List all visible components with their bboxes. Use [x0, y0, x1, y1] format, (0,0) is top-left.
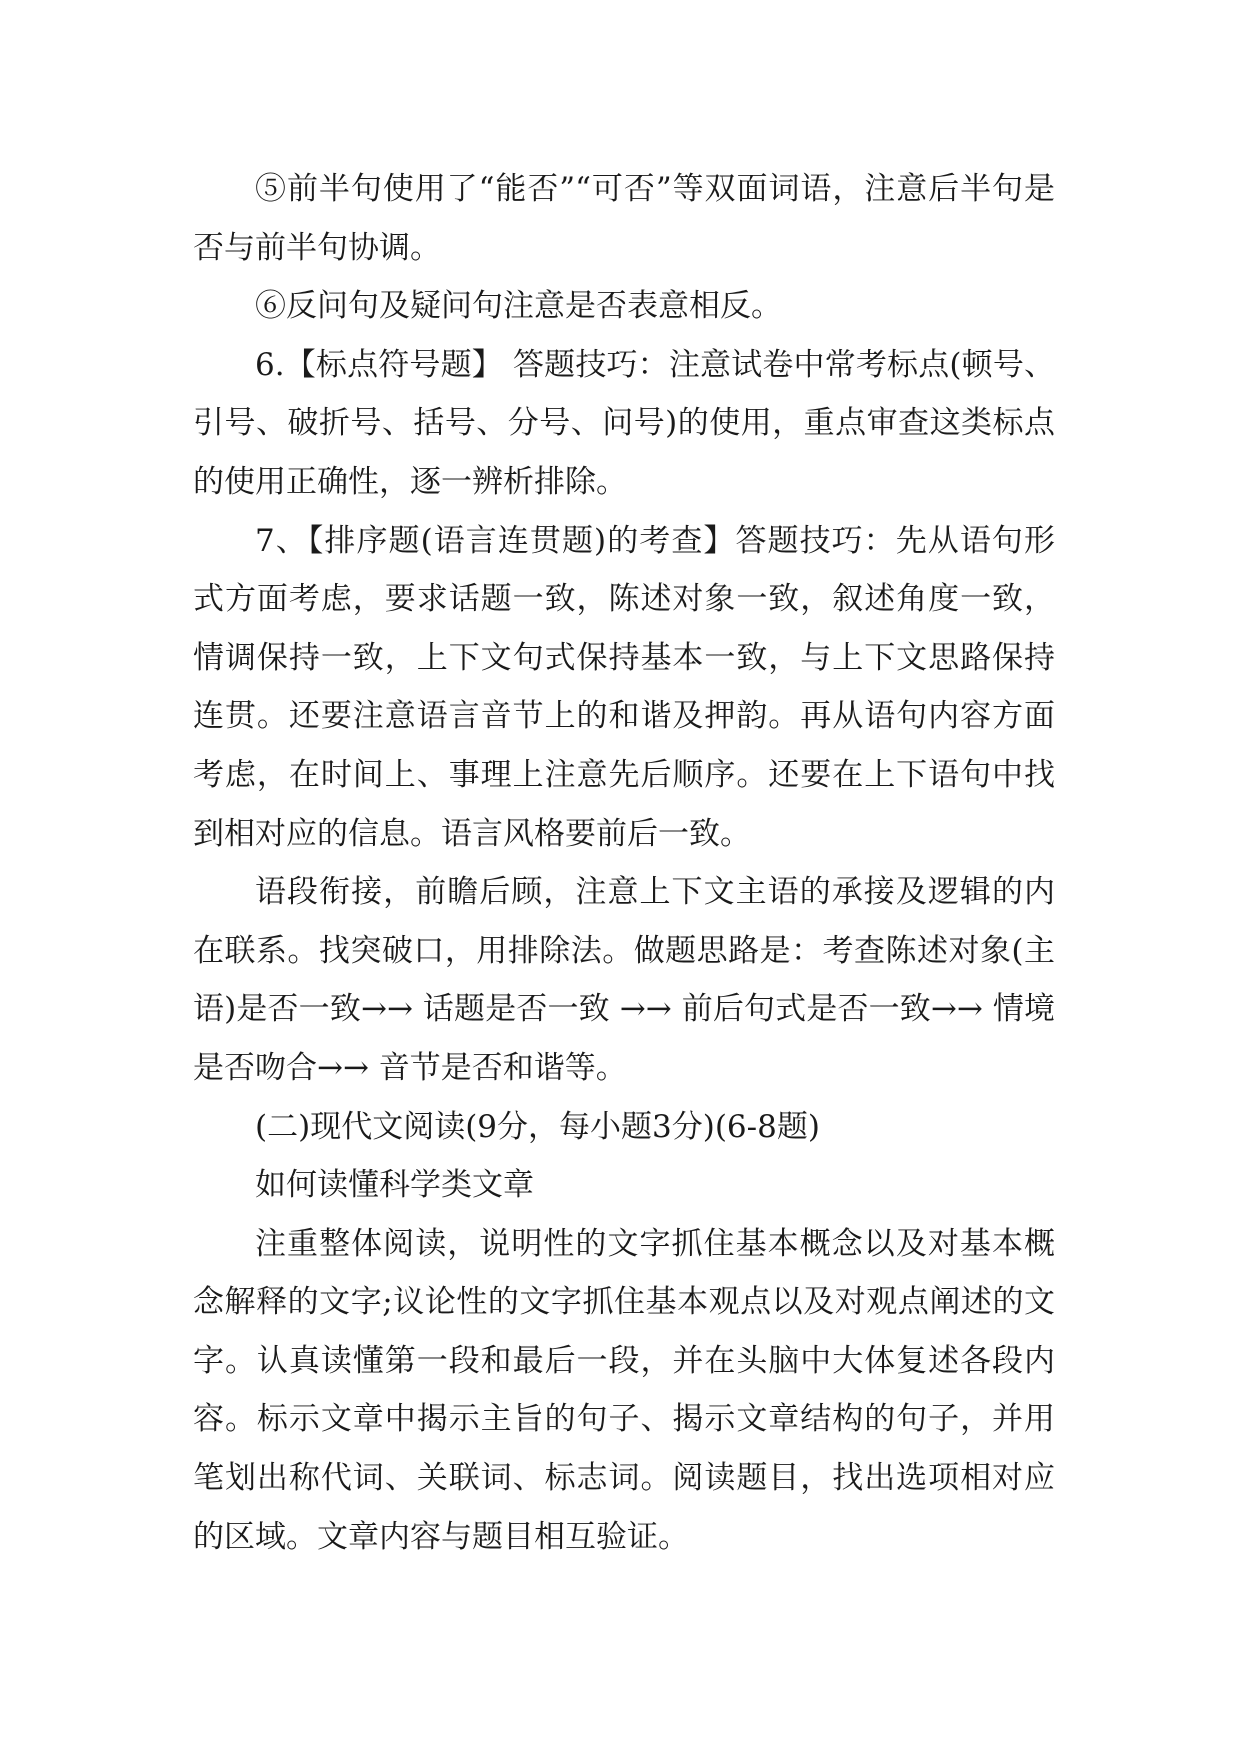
paragraph-reading-method: 注重整体阅读，说明性的文字抓住基本概念以及对基本概念解释的文字;议论性的文字抓住基本观点以及对观点阐述的文字。认真读懂第一段和最后一段，并在头脑中大体复述各段内容。标示文章中揭示主旨的句子、揭示文章结构的句子，并用笔划出称代词、关联词、标志词。阅读题目，找出选项相对应的区域。文章内容与题目相互验证。 [193, 1225, 1055, 1555]
paragraph-cohesion-tips: 语段衔接，前瞻后顾，注意上下文主语的承接及逻辑的内在联系。找突破口，用排除法。做题思路是：考查陈述对象(主语)是否一致→→ 话题是否一致 →→ 前后句式是否一致→→ 情境是否吻合→→ 音节是否和谐等。 [193, 874, 1055, 1086]
paragraph-5-double-sided-words: ⑤前半句使用了“能否”“可否”等双面词语，注意后半句是否与前半句协调。 [193, 171, 1055, 266]
document-page [193, 160, 1055, 1566]
paragraph-ordering-tips: 7、【排序题(语言连贯题)的考查】答题技巧：先从语句形式方面考虑，要求话题一致，陈述对象一致，叙述角度一致，情调保持一致，上下文句式保持基本一致，与上下文思路保持连贯。还要注意语言音节上的和谐及押韵。再从语句内容方面考虑，在时间上、事理上注意先后顺序。还要在上下语句中找到相对应的信息。语言风格要前后一致。 [193, 522, 1055, 852]
subheading-science-articles: 如何读懂科学类文章 [255, 1167, 534, 1204]
paragraph-6-rhetorical-questions: ⑥反问句及疑问句注意是否表意相反。 [255, 288, 782, 325]
section-heading-modern-reading: (二)现代文阅读(9分，每小题3分)(6-8题) [255, 1108, 820, 1145]
paragraph-punctuation-tips: 6.【标点符号题】 答题技巧：注意试卷中常考标点(顿号、引号、破折号、括号、分号、问号)的使用，重点审查这类标点的使用正确性，逐一辨析排除。 [193, 346, 1055, 500]
